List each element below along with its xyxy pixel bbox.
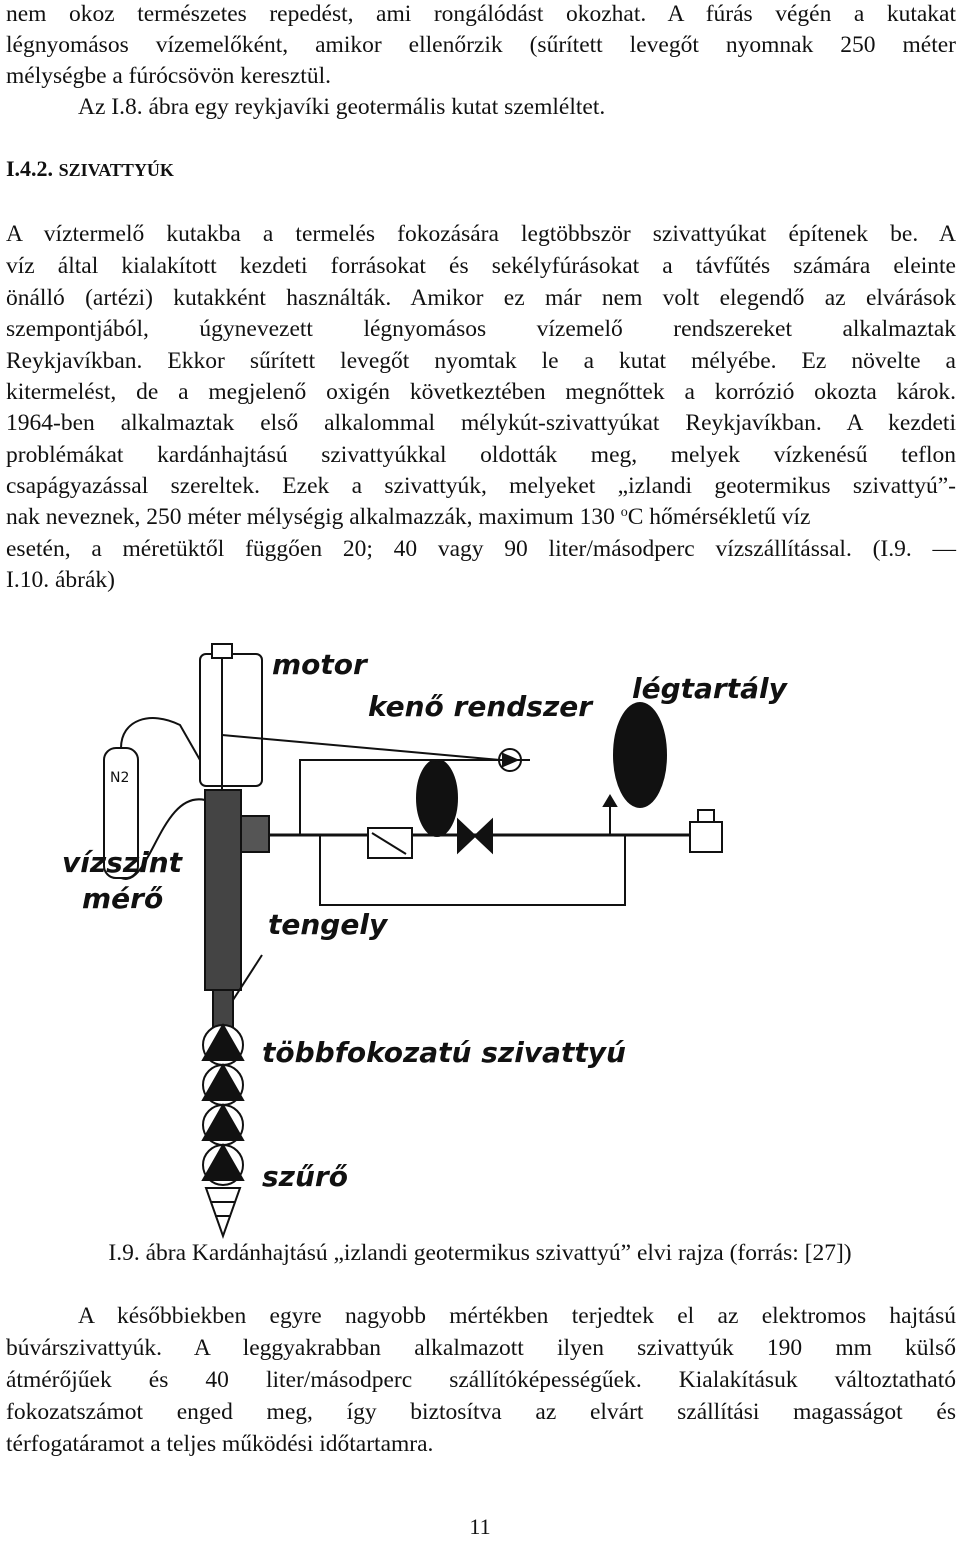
- lube-line: [300, 760, 530, 835]
- page-number: 11: [469, 1514, 491, 1539]
- valve-right: [475, 820, 492, 852]
- section-title: SZIVATTYÚK: [58, 160, 174, 180]
- paragraph-line: térfogatáramot a teljes működési időtartamra.: [6, 1431, 434, 1457]
- pump-column: [205, 790, 241, 990]
- text-line: mélységbe a fúrócsövön keresztül.: [6, 63, 331, 89]
- label-lubrication: kenő rendszer: [368, 690, 593, 723]
- label-gas-bottle: N2: [110, 770, 130, 786]
- end-box: [690, 822, 722, 852]
- filter-cone: [206, 1188, 240, 1236]
- paragraph-line: I.10. ábrák): [6, 567, 115, 593]
- lube-tank: [417, 760, 457, 836]
- label-flow-meter-1: vízszint: [62, 846, 183, 879]
- paragraph-line: búvárszivattyúk. A leggyakrabban alkalmazott ilyen szivattyúk 190 mm külső: [6, 1335, 956, 1361]
- section-heading: [6, 156, 174, 182]
- paragraph-line: szempontjából, úgynevezett légnyomásos vízemelő rendszereket alkalmaztak: [6, 316, 956, 342]
- text-line: Az I.8. ábra egy reykjavíki geotermális kutat szemléltet.: [78, 94, 606, 120]
- section-number: I.4.2.: [6, 156, 54, 181]
- paragraph-line: [6, 503, 956, 531]
- outlet-tee: [241, 816, 269, 852]
- paragraph-line: önálló (artézi) kutakként használták. Amikor ez már nem volt elegendő az elvárások: [6, 285, 956, 311]
- text-line: nem okoz természetes repedést, ami rongálódást okozhat. A fúrás végén a kutakat: [6, 1, 956, 27]
- paragraph-line: A víztermelő kutakba a termelés fokozására legtöbbször szivattyúkat építenek be. A: [6, 221, 956, 247]
- paragraph-line: víz által kialakított kezdeti forrásokat és sekélyfúrásokat a távfűtés számára eleinte: [6, 253, 956, 279]
- label-shaft: tengely: [268, 908, 388, 941]
- gas-hose: [121, 718, 200, 760]
- paragraph-line: A későbbiekben egyre nagyobb mértékben terjedtek el az elektromos hajtású: [78, 1303, 956, 1329]
- paragraph-line: kitermelést, de a megjelenő oxigén következtében megnőttek a korrózió okozta károk.: [6, 379, 956, 405]
- text-line: légnyomásos vízemelőként, amikor ellenőrzik (sűrített levegőt nyomnak 250 méter: [6, 32, 956, 58]
- paragraph-line: 1964-ben alkalmaztak első alkalommal mélykút-szivattyúkat Reykjavíkban. A kezdeti: [6, 410, 956, 436]
- lube-pump-arrow: [503, 754, 517, 766]
- paragraph-line: esetén, a méretüktől függően 20; 40 vagy 90 liter/másodperc vízszállítással. (I.9. —: [6, 536, 956, 562]
- motor-housing: [200, 654, 262, 786]
- air-tank: [614, 703, 666, 807]
- valve-left: [458, 820, 475, 852]
- paragraph-line: fokozatszámot enged meg, így biztosítva az elvárt szállítási magasságot és: [6, 1399, 956, 1425]
- paragraph-line: csapágyazással szereltek. Ezek a szivattyúk, melyeket „izlandi geotermikus szivattyú”-: [6, 473, 956, 499]
- paragraph-line: problémákat kardánhajtású szivattyúkkal oldották meg, melyek vízkenésű teflon: [6, 442, 956, 468]
- lube-feed: [222, 735, 500, 760]
- label-flow-meter-2: mérő: [82, 882, 164, 915]
- air-arrow: [604, 796, 616, 806]
- pump-stages: [203, 1025, 243, 1185]
- paragraph-line: Reykjavíkban. Ekkor sűrített levegőt nyomtak le a kutat mélyébe. Ez növelte a: [6, 348, 956, 374]
- label-air-tank: légtartály: [632, 672, 787, 705]
- pump-diagram: [0, 640, 960, 1240]
- paragraph-line: átmérőjűek és 40 liter/másodperc szállítóképességűek. Kialakításuk változtatható: [6, 1367, 956, 1393]
- figure-caption: I.9. ábra Kardánhajtású „izlandi geotermikus szivattyú” elvi rajza (forrás: [27]): [108, 1240, 852, 1266]
- end-cap: [698, 810, 714, 822]
- motor-cap: [212, 644, 232, 658]
- degree-sup: o: [620, 505, 628, 520]
- bypass-loop: [320, 835, 625, 905]
- label-multistage-pump: többfokozatú szivattyú: [262, 1036, 626, 1069]
- line-head: nak neveznek, 250 méter mélységig alkalmazzák, maximum 130 $^o$C hőmérsékletű víz: [6, 504, 811, 530]
- label-filter: szűrő: [262, 1160, 348, 1193]
- label-motor: motor: [272, 648, 367, 681]
